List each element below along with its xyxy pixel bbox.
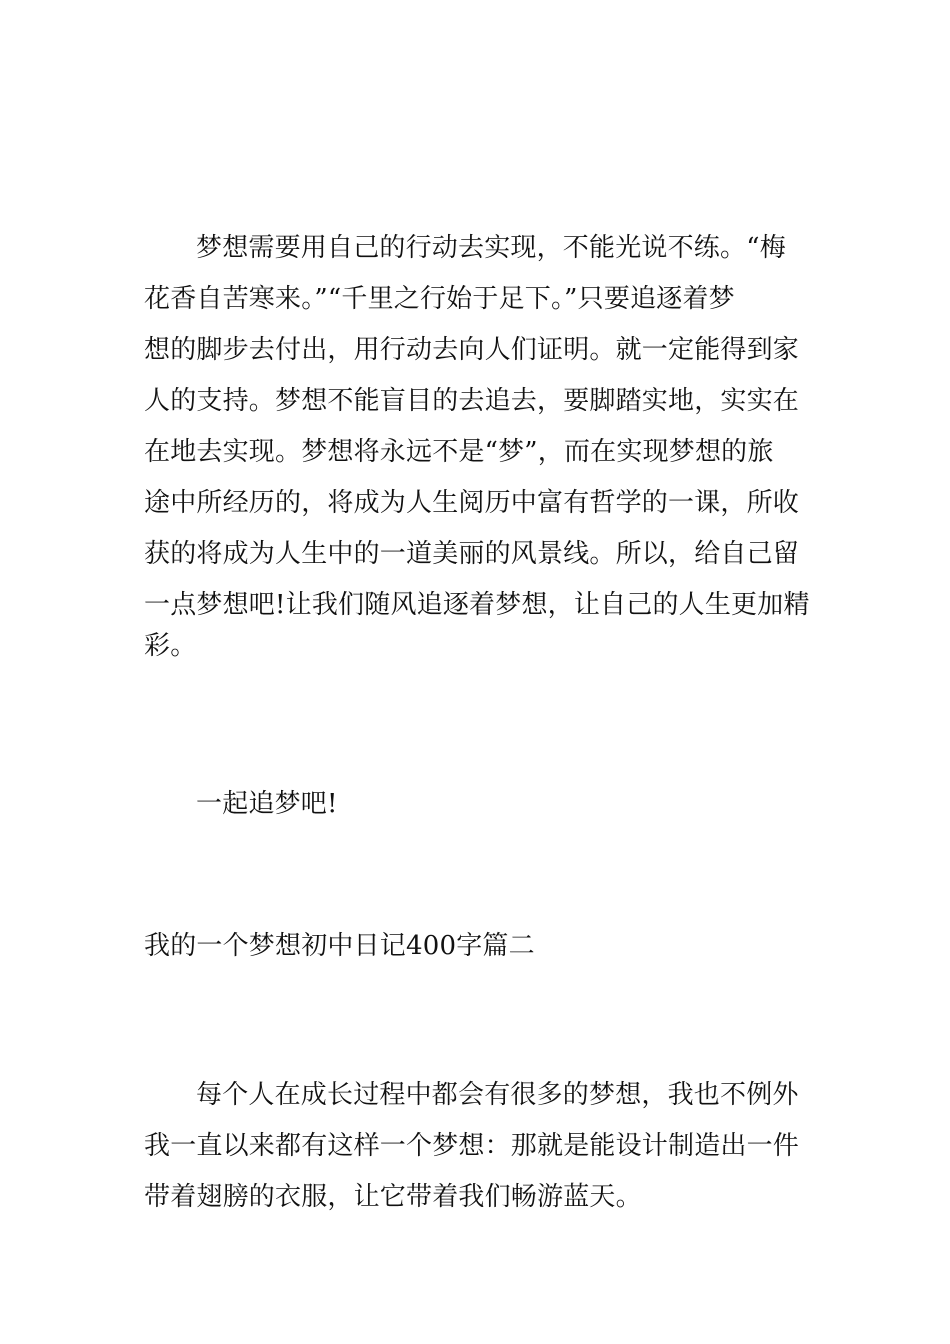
paragraph-line: 我一直以来都有这样一个梦想：那就是能设计制造出一件 [144,1131,800,1161]
paragraph-line: 想的脚步去付出，用行动去向人们证明。就一定能得到家 [144,335,800,365]
paragraph-line: 带着翅膀的衣服，让它带着我们畅游蓝天。 [144,1182,642,1212]
paragraph-line: 在地去实现。梦想将永远不是“梦”，而在实现梦想的旅 [144,437,774,467]
paragraph-line: 花香自苦寒来。”“千里之行始于足下。”只要追逐着梦 [144,284,735,314]
paragraph-line: 彩。 [144,631,197,661]
paragraph-line: 人的支持。梦想不能盲目的去追去，要脚踏实地，实实在 [144,386,800,416]
paragraph-line: 梦想需要用自己的行动去实现，不能光说不练。“梅 [196,233,786,263]
paragraph-line: 一点梦想吧!让我们随风追逐着梦想，让自己的人生更加精 [144,590,810,620]
paragraph-line: 一起追梦吧! [196,789,338,819]
paragraph-line: 每个人在成长过程中都会有很多的梦想，我也不例外 [196,1080,799,1110]
paragraph-line: 途中所经历的，将成为人生阅历中富有哲学的一课，所收 [144,488,800,518]
paragraph-line: 获的将成为人生中的一道美丽的风景线。所以，给自己留 [144,539,800,569]
section-heading: 我的一个梦想初中日记400字篇二 [144,931,535,961]
